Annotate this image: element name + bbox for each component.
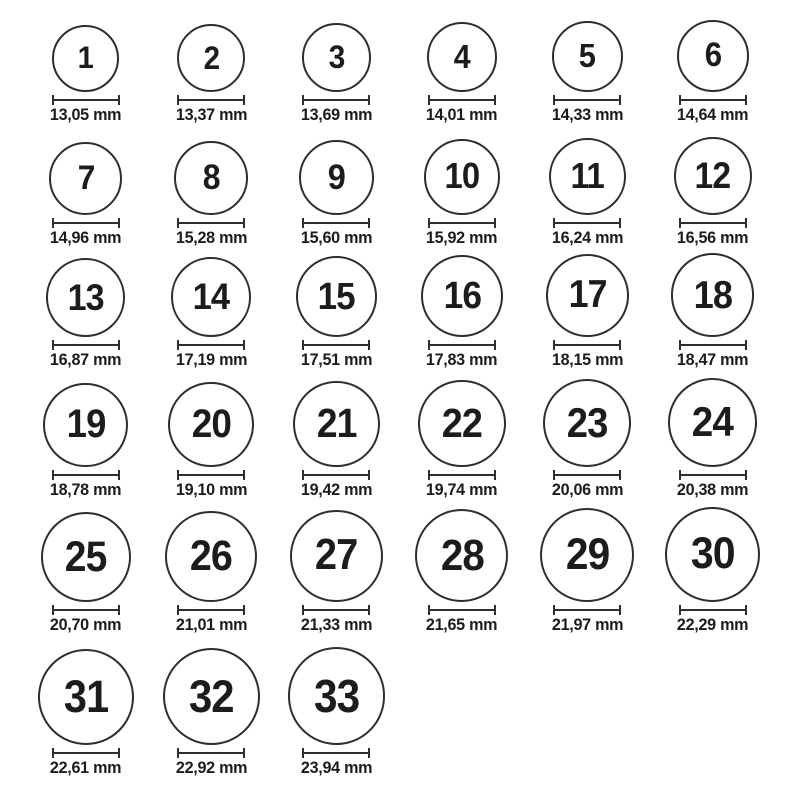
diameter-measure-line (177, 748, 245, 758)
ring-size-item (399, 0, 524, 124)
ring-circle (168, 382, 254, 468)
ring-circle (177, 24, 245, 92)
ring-circle (293, 381, 380, 468)
diameter-label: 19,74 mm (426, 480, 498, 499)
diameter-measure-line (177, 605, 245, 615)
diameter-label: 22,92 mm (175, 758, 247, 777)
diameter-label: 19,42 mm (300, 480, 373, 499)
ring-size-number: 13 (67, 277, 104, 319)
diameter-label: 18,78 mm (50, 480, 122, 499)
ring-size-number: 17 (568, 273, 607, 317)
ring-size-item (148, 369, 273, 499)
diameter-label: 14,01 mm (426, 105, 498, 124)
diameter-label: 21,33 mm (300, 615, 373, 634)
ring-circle (46, 258, 125, 337)
diameter-label: 16,56 mm (676, 228, 749, 247)
ring-circle (540, 508, 634, 602)
ring-size-chart (23, 0, 800, 777)
diameter-measure-line (302, 748, 370, 758)
ring-size-number: 4 (453, 38, 470, 76)
diameter-measure-line (428, 95, 496, 105)
ring-circle (296, 256, 377, 337)
ring-size-number: 26 (190, 531, 233, 580)
ring-size-item (274, 247, 399, 369)
ring-size-item (525, 247, 650, 369)
ring-size-number: 23 (566, 399, 608, 447)
diameter-label: 18,15 mm (551, 350, 623, 369)
ring-size-number: 1 (78, 39, 94, 76)
ring-size-item (525, 0, 650, 124)
diameter-label: 14,96 mm (50, 228, 122, 247)
ring-size-item (525, 124, 650, 247)
ring-circle (552, 21, 623, 92)
ring-size-item (148, 634, 273, 777)
diameter-label: 19,10 mm (175, 480, 247, 499)
diameter-measure-line (302, 470, 370, 480)
diameter-measure-line (177, 218, 245, 228)
ring-size-item (525, 369, 650, 499)
ring-circle (543, 379, 631, 467)
ring-circle (677, 20, 749, 92)
ring-circle (171, 257, 251, 337)
ring-size-item (274, 124, 399, 247)
ring-size-item (148, 124, 273, 247)
ring-size-item (650, 0, 775, 124)
ring-size-number: 21 (316, 400, 357, 447)
ring-size-number: 10 (444, 156, 480, 197)
diameter-label: 16,24 mm (551, 228, 623, 247)
diameter-measure-line (52, 218, 120, 228)
ring-size-item (274, 634, 399, 777)
ring-size-number: 3 (328, 38, 345, 76)
ring-size-item (23, 369, 148, 499)
ring-size-item (650, 369, 775, 499)
ring-size-number: 6 (704, 35, 721, 74)
ring-size-item (148, 0, 273, 124)
diameter-label: 21,65 mm (426, 615, 498, 634)
ring-size-item (23, 0, 148, 124)
diameter-label: 15,60 mm (300, 228, 373, 247)
ring-size-item (274, 369, 399, 499)
ring-size-item (23, 247, 148, 369)
diameter-label: 20,38 mm (676, 480, 749, 499)
ring-size-number: 20 (191, 401, 231, 447)
ring-size-item (399, 369, 524, 499)
ring-size-item (274, 0, 399, 124)
ring-size-number: 18 (693, 272, 732, 317)
ring-size-item (650, 499, 775, 634)
ring-circle (49, 142, 122, 215)
ring-size-item (23, 499, 148, 634)
ring-size-number: 16 (443, 273, 481, 317)
diameter-measure-line (428, 340, 496, 350)
ring-circle (52, 25, 120, 93)
ring-size-number: 9 (327, 157, 346, 197)
diameter-label: 14,64 mm (676, 105, 749, 124)
ring-size-item (148, 247, 273, 369)
ring-size-number: 33 (313, 670, 360, 723)
diameter-label: 13,69 mm (300, 105, 373, 124)
diameter-measure-line (679, 605, 747, 615)
ring-circle (546, 254, 629, 337)
ring-circle (38, 649, 134, 745)
ring-circle (421, 255, 503, 337)
diameter-measure-line (52, 748, 120, 758)
ring-size-number: 28 (440, 530, 484, 580)
diameter-measure-line (428, 218, 496, 228)
diameter-label: 15,92 mm (426, 228, 498, 247)
ring-size-number: 19 (66, 401, 106, 446)
ring-size-item (650, 247, 775, 369)
ring-circle (174, 141, 248, 215)
diameter-label: 22,29 mm (676, 615, 749, 634)
ring-size-number: 32 (188, 670, 234, 722)
diameter-label: 23,94 mm (300, 758, 373, 777)
diameter-measure-line (428, 470, 496, 480)
diameter-label: 14,33 mm (551, 105, 623, 124)
diameter-measure-line (679, 218, 747, 228)
ring-circle (418, 380, 505, 467)
diameter-label: 18,47 mm (676, 350, 749, 369)
diameter-measure-line (553, 95, 621, 105)
ring-circle (668, 378, 757, 467)
ring-size-number: 15 (317, 275, 355, 318)
ring-circle (549, 138, 626, 215)
diameter-label: 21,97 mm (551, 615, 623, 634)
diameter-measure-line (679, 95, 747, 105)
diameter-label: 13,05 mm (50, 105, 122, 124)
ring-circle (674, 137, 752, 215)
diameter-measure-line (428, 605, 496, 615)
diameter-label: 13,37 mm (175, 105, 247, 124)
ring-circle (41, 512, 131, 602)
diameter-label: 20,70 mm (50, 615, 122, 634)
ring-circle (165, 511, 256, 602)
diameter-label: 21,01 mm (175, 615, 247, 634)
diameter-measure-line (302, 95, 370, 105)
diameter-measure-line (553, 218, 621, 228)
ring-size-number: 25 (64, 532, 107, 580)
diameter-measure-line (52, 95, 120, 105)
ring-circle (43, 383, 128, 468)
ring-size-number: 5 (579, 37, 596, 75)
diameter-measure-line (177, 470, 245, 480)
diameter-measure-line (553, 340, 621, 350)
ring-circle (415, 509, 508, 602)
ring-circle (290, 510, 382, 602)
ring-size-item (399, 499, 524, 634)
diameter-label: 16,87 mm (50, 350, 122, 369)
ring-size-item (23, 634, 148, 777)
ring-circle (299, 140, 374, 215)
ring-size-number: 31 (63, 671, 108, 723)
diameter-measure-line (177, 95, 245, 105)
ring-size-number: 30 (690, 529, 735, 579)
diameter-label: 17,83 mm (426, 350, 498, 369)
ring-circle (665, 507, 760, 602)
ring-circle (163, 648, 260, 745)
ring-size-item (148, 499, 273, 634)
diameter-measure-line (52, 605, 120, 615)
diameter-measure-line (302, 605, 370, 615)
ring-size-number: 12 (694, 154, 731, 196)
ring-circle (427, 22, 497, 92)
diameter-label: 20,06 mm (551, 480, 623, 499)
ring-circle (288, 647, 386, 745)
diameter-measure-line (553, 605, 621, 615)
ring-circle (302, 23, 371, 92)
ring-size-number: 29 (565, 529, 609, 579)
diameter-measure-line (679, 340, 747, 350)
diameter-label: 22,61 mm (50, 758, 122, 777)
ring-size-item (650, 124, 775, 247)
diameter-measure-line (302, 340, 370, 350)
ring-size-number: 27 (315, 531, 358, 580)
ring-size-item (525, 499, 650, 634)
ring-size-number: 22 (441, 399, 482, 446)
diameter-label: 17,19 mm (175, 350, 247, 369)
diameter-measure-line (553, 470, 621, 480)
ring-size-number: 24 (692, 398, 734, 446)
diameter-measure-line (302, 218, 370, 228)
ring-size-number: 14 (192, 275, 230, 318)
diameter-measure-line (52, 470, 120, 480)
ring-circle (671, 253, 755, 337)
ring-size-number: 7 (77, 159, 95, 198)
ring-size-item (399, 247, 524, 369)
ring-size-number: 11 (570, 155, 604, 197)
diameter-measure-line (177, 340, 245, 350)
ring-size-item (23, 124, 148, 247)
diameter-label: 15,28 mm (175, 228, 247, 247)
diameter-label: 17,51 mm (300, 350, 373, 369)
diameter-measure-line (679, 470, 747, 480)
ring-size-number: 8 (202, 157, 220, 197)
ring-size-number: 2 (203, 39, 219, 76)
ring-circle (424, 139, 500, 215)
diameter-measure-line (52, 340, 120, 350)
ring-size-item (399, 124, 524, 247)
ring-size-item (274, 499, 399, 634)
